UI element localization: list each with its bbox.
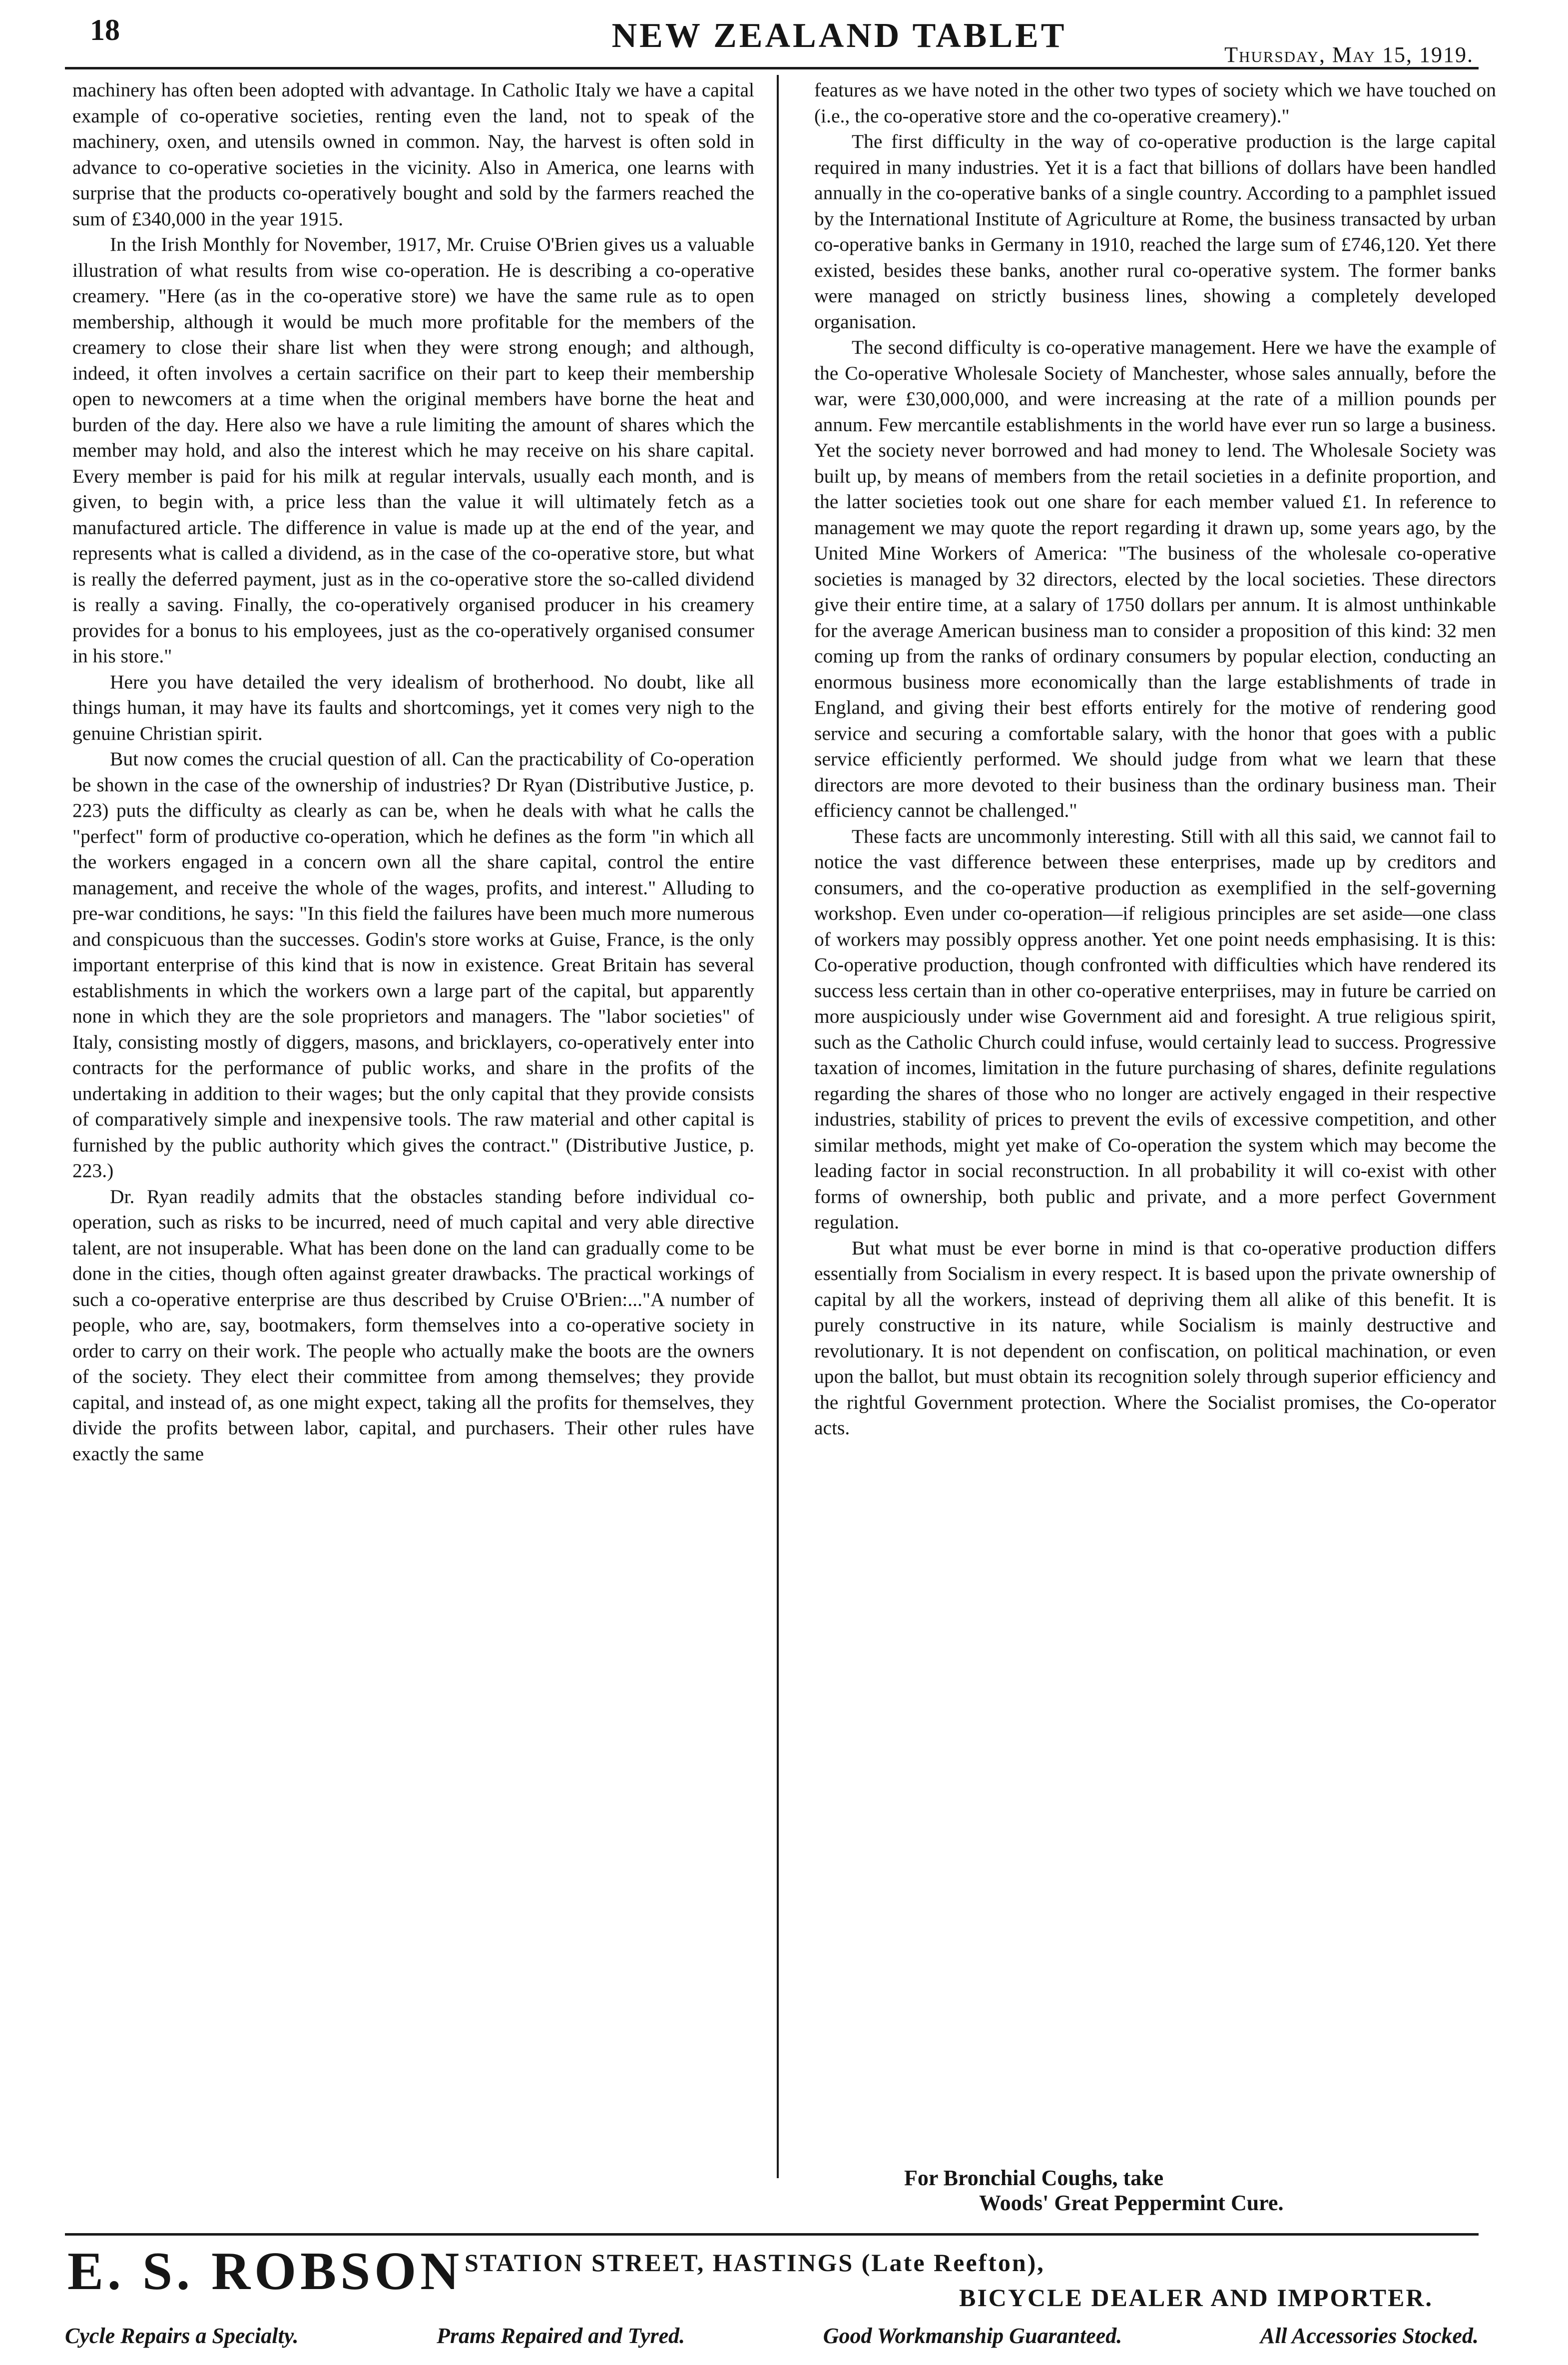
page-number: 18 <box>90 13 120 46</box>
cough-cure-advert <box>904 2166 1404 2216</box>
paragraph: Here you have detailed the very idealism of brotherhood. No doubt, like all things human, it may have its faults and shortcomings, yet it comes very nigh to the genuine Christian spirit. <box>72 670 754 744</box>
paragraph: But what must be ever borne in mind is that co-operative production differs essentially from Socialism in every respect. It is based upon the private ownership of capital by all the workers, instead of depriving them all alike of this benefit. It is purely constructive in its nature, while Socialism is mainly destructive and revolutionary. It is not dependent on confiscation, on political machination, or even upon the ballot, but must obtain its recognition solely through superior efficiency and the rightful Government protection. Where the Socialist promises, the Co-operator acts. <box>814 1236 1496 1439</box>
paragraph: features as we have noted in the other two types of society which we have touched on (i.e., the co-operative store and the co-operative creamery)." <box>814 79 1496 127</box>
masthead-title: NEW ZEALAND TABLET <box>611 16 1067 55</box>
right-column <box>814 77 1496 2171</box>
service-item: Cycle Repairs a Specialty. <box>65 2324 299 2348</box>
advert-line: Woods' Great Peppermint Cure. <box>979 2191 1284 2215</box>
advertiser-address: STATION STREET, HASTINGS (Late Reefton), <box>465 2249 1045 2277</box>
advertiser-trade: BICYCLE DEALER AND IMPORTER. <box>959 2284 1434 2312</box>
paragraph: The first difficulty in the way of co-operative production is the large capital required in many industries. Yet it is a fact that billions of dollars have been handled annually in the co-operative banks of a single country. According to a pamphlet issued by the International Institute of Agriculture at Rome, the business transacted by urban co-operative banks in Germany in 1910, reached the large sum of £746,120. Yet there existed, besides these banks, another rural co-operative system. The former banks were managed on strictly business lines, showing a completely developed organisation. <box>814 130 1496 333</box>
left-column <box>72 77 754 2171</box>
advertiser-name: E. S. ROBSON <box>67 2242 464 2301</box>
paragraph: These facts are uncommonly interesting. Still with all this said, we cannot fail to notice the vast difference between these enterprises, made up by creditors and consumers, and the co-operative production as exemplified in the self-governing workshop. Even under co-operation—if religious principles are set aside—one class of workers may possibly oppress another. Yet one point needs emphasising. It is this: Co-operative production, though confronted with difficulties which have rendered its success less certain than in other co-operative enterpriises, may in future be carried on more auspiciously under wise Government aid and foresight. A true religious spirit, such as the Catholic Church could infuse, would certainly lead to success. Progressive taxation of incomes, limitation in the future purchasing of shares, definite regulations regarding the shares of those who no longer are actively engaged in their respective industries, stability of prices to prevent the evils of excessive competition, and other similar methods, might yet make of Co-operation the system which may become the leading factor in social reconstruction. In all probability it will co-exist with other forms of ownership, both public and private, and a more perfect Government regulation. <box>814 825 1496 1233</box>
advert-line: For Bronchial Coughs, take <box>904 2166 1164 2190</box>
paragraph: The second difficulty is co-operative management. Here we have the example of the Co-operative Wholesale Society of Manchester, whose sales annually, before the war, were £30,000,000, and were increasing at the rate of a million pounds per annum. Few mercantile establishments in the world have ever run so large a business. Yet the society never borrowed and had money to lend. The Wholesale Society was built up, by means of members from the retail societies in a definite proportion, and the latter societies took out one share for each member valued £1. In reference to management we may quote the report regarding it drawn up, some years ago, by the United Mine Workers of America: "The business of the wholesale co-operative societies is managed by 32 directors, elected by the local societies. These directors give their entire time, at a salary of 1750 dollars per annum. It is almost unthinkable for the average American business man to consider a proposition of this kind: 32 men coming up from the ranks of ordinary consumers by popular election, conducting an enormous business more economically than the large establishments of trade in England, and giving their best efforts entirely for the motive of rendering good service and securing a comfortable salary, with the honor that goes with a public service efficiently performed. We should judge from what we learn that these directors are more devoted to their business than the ordinary business man. Their efficiency cannot be challenged." <box>814 336 1496 821</box>
paragraph: But now comes the crucial question of all. Can the practicability of Co-operation be shown in the case of the ownership of industries? Dr Ryan (Distributive Justice, p. 223) puts the difficulty as clearly as can be, when he deals with what he calls the "perfect" form of productive co-operation, which he defines as the form "in which all the workers engaged in a concern own all the share capital, control the entire management, and receive the whole of the wages, profits, and interest." Alluding to pre-war conditions, he says: "In this field the failures have been much more numerous and conspicuous than the successes. Godin's store works at Guise, France, is the only important enterprise of this kind that is now in existence. Great Britain has several establishments in which the workers own a large part of the capital, but apparently none in which they are the sole proprietors and managers. The "labor societies" of Italy, consisting mostly of diggers, masons, and bricklayers, co-operatively enter into contracts for the performance of public works, and share in the profits of the undertaking in addition to their wages; but the only capital that they provide consists of comparatively simple and inexpensive tools. The raw material and other capital is furnished by the public authority which gives the contract." (Distributive Justice, p. 223.) <box>72 748 754 1182</box>
service-item: Prams Repaired and Tyred. <box>437 2324 685 2348</box>
paragraph: In the Irish Monthly for November, 1917, Mr. Cruise O'Brien gives us a valuable illustration of what results from wise co-operation. He is describing a co-operative creamery. "Here (as in the co-operative store) we have the same rule as to open membership, although it would be much more profitable for the members of the creamery to close their share list when they were strong enough; and although, indeed, it often involves a certain sacrifice on their part to keep their membership open to newcomers at a time when the original members have borne the heat and burden of the day. Here also we have a rule limiting the amount of shares which the member may hold, and also the interest which he may receive on his share capital. Every member is paid for his milk at regular intervals, usually each month, and is given, to begin with, a price less than the value it will ultimately fetch as a manufactured article. The difference in value is made up at the end of the year, and represents what is called a dividend, as in the case of the co-operative store, but what is really the deferred payment, just as in the co-operative store the so-called dividend is really a saving. Finally, the co-operatively organised producer in his creamery provides for a bonus to his employees, just as the co-operatively organised consumer in his store." <box>72 233 754 667</box>
paragraph: machinery has often been adopted with advantage. In Catholic Italy we have a capital example of co-operative societies, renting even the land, not to speak of the machinery, oxen, and utensils owned in common. Nay, the harvest is often sold in advance to co-operative societies in the vicinity. Also in America, one learns with surprise that the products co-operatively bought and sold by the farmers reached the sum of £340,000 in the year 1915. <box>72 79 754 230</box>
page-header <box>65 7 1479 69</box>
paragraph: Dr. Ryan readily admits that the obstacles standing before individual co-operation, such as risks to be incurred, need of much capital and very able directive talent, are not insuperable. What has been done on the land can gradually come to be done in the cities, though often against greater drawbacks. The practical workings of such a co-operative enterprise are thus described by Cruise O'Brien:..."A number of people, who are, say, bootmakers, form themselves into a co-operative society in order to carry on their work. The people who actually make the boots are the owners of the society. They elect their committee from among themselves; they provide capital, and instead of, as one might expect, taking all the profits for themselves, they divide the profits between labor, capital, and purchasers. Their other rules have exactly the same <box>72 1185 754 1465</box>
advertiser-services <box>65 2319 1479 2353</box>
column-divider <box>777 75 779 2178</box>
issue-date: Thursday, May 15, 1919. <box>1224 42 1474 67</box>
service-item: All Accessories Stocked. <box>1260 2324 1479 2348</box>
advert-rule <box>65 2233 1479 2236</box>
service-item: Good Workmanship Guaranteed. <box>823 2324 1122 2348</box>
